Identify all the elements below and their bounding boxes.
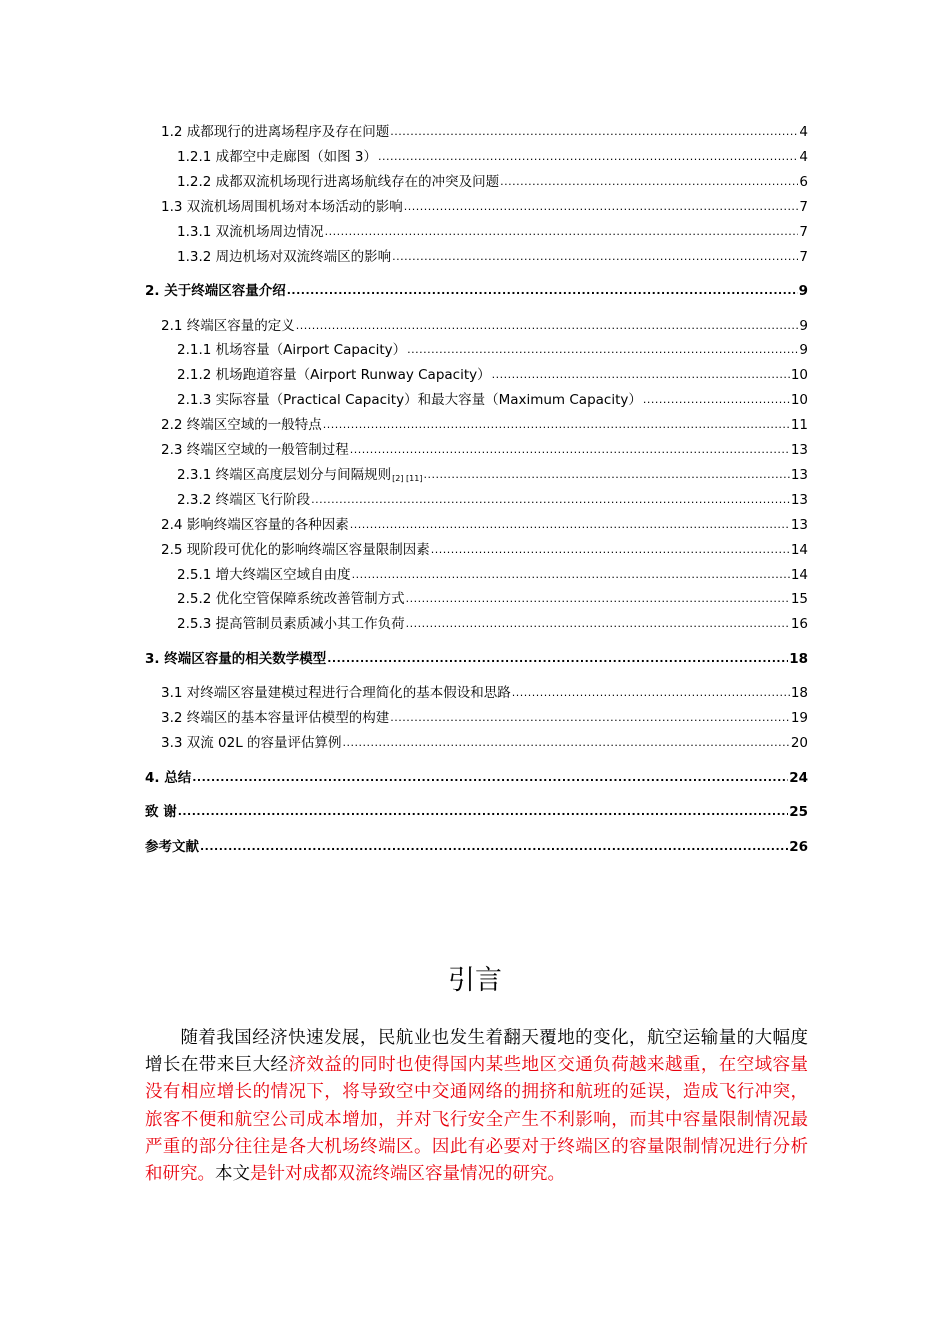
toc-entry-page: 16 — [790, 616, 808, 633]
dot-leader — [352, 567, 790, 583]
dot-leader — [343, 735, 790, 751]
toc-entry[interactable] — [145, 342, 808, 358]
toc-entry-title: 1.3 双流机场周围机场对本场活动的影响 — [161, 198, 403, 215]
toc-entry-title: 3.2 终端区的基本容量评估模型的构建 — [161, 710, 390, 727]
dot-leader — [327, 651, 788, 667]
toc-entry-page: 26 — [789, 838, 808, 855]
toc-entry-title: 2.1.1 机场容量（Airport Capacity） — [177, 342, 407, 359]
toc-entry-page: 14 — [790, 541, 808, 558]
toc-entry-title: 2.5.1 增大终端区空域自由度 — [177, 566, 351, 583]
toc-entry[interactable] — [145, 616, 808, 632]
dot-leader — [431, 542, 790, 558]
toc-entry-page: 13 — [790, 442, 808, 458]
intro-text: 随着我国经济快速发展，民航业也发生着翻天覆地的变化，航空运输量的大幅度增长在带来巨大经 — [145, 1028, 808, 1076]
toc-entry-page: 13 — [790, 491, 808, 508]
toc-entry-page: 18 — [790, 685, 808, 702]
toc-entry[interactable] — [145, 249, 808, 265]
dot-leader — [492, 367, 790, 383]
toc-entry-page: 7 — [799, 198, 808, 215]
toc-entry-title: 2.5.2 优化空管保障系统改善管制方式 — [177, 591, 405, 608]
toc-entry-page: 14 — [790, 566, 808, 583]
toc-entry-page: 10 — [790, 392, 808, 409]
dot-leader — [512, 685, 790, 701]
toc-entry-title: 2.3.1 终端区高度层划分与间隔规则 — [177, 466, 392, 483]
intro-text: 本文 — [215, 1164, 250, 1185]
toc-entry[interactable] — [145, 417, 808, 433]
toc-entry[interactable] — [145, 467, 808, 483]
toc-entry-page: 9 — [798, 283, 808, 299]
toc-entry-title: 2.5 现阶段可优化的影响终端区容量限制因素 — [161, 541, 430, 558]
toc-entry-title: 4. 总结 — [145, 769, 192, 786]
toc-entry-title: 2.1.2 机场跑道容量（Airport Runway Capacity） — [177, 367, 491, 384]
toc-entry[interactable] — [145, 492, 808, 508]
toc-entry-title: 1.2 成都现行的进离场程序及存在问题 — [161, 124, 390, 140]
toc-entry[interactable] — [145, 685, 808, 701]
toc-entry-page: 11 — [790, 417, 808, 434]
toc-entry-page: 10 — [790, 367, 808, 384]
toc-entry[interactable] — [145, 591, 808, 607]
toc-entry-title: 2.1.3 实际容量（Practical Capacity）和最大容量（Maximum Capacity） — [177, 392, 642, 409]
intro-paragraph — [145, 1025, 808, 1188]
toc-entry-page: 25 — [789, 804, 808, 821]
toc-entry-title: 2.2 终端区空域的一般特点 — [161, 417, 322, 434]
dot-leader — [296, 318, 799, 334]
toc-entry-title: 2.3 终端区空域的一般管制过程 — [161, 442, 349, 458]
toc-entry-page: 20 — [790, 735, 808, 752]
dot-leader — [404, 199, 799, 215]
toc-entry[interactable] — [145, 839, 808, 855]
toc-entry-title: 2. 关于终端区容量介绍 — [145, 283, 286, 299]
toc-entry-page: 4 — [799, 148, 808, 165]
dot-leader — [350, 517, 790, 533]
toc-entry[interactable] — [145, 392, 808, 408]
toc-entry-page: 9 — [799, 342, 808, 359]
dot-leader — [500, 174, 798, 190]
toc-entry[interactable] — [145, 367, 808, 383]
dot-leader — [323, 417, 790, 433]
toc-entry[interactable] — [145, 651, 808, 667]
toc-entry-page: 7 — [799, 248, 808, 265]
dot-leader — [390, 710, 790, 726]
toc-entry-title: 致 谢 — [145, 804, 177, 821]
dot-leader — [287, 283, 798, 299]
intro-text-highlight: 是针对成都双流终端区容量情况的研究。 — [250, 1164, 565, 1185]
toc-entry-title: 1.3.1 双流机场周边情况 — [177, 223, 324, 240]
dot-leader — [406, 616, 790, 632]
dot-leader — [392, 249, 798, 265]
dot-leader — [423, 467, 789, 483]
toc-entry[interactable] — [145, 542, 808, 558]
dot-leader — [350, 442, 790, 458]
toc-entry-page: 9 — [799, 317, 808, 334]
dot-leader — [325, 224, 799, 240]
toc-entry-title: 3.1 对终端区容量建模过程进行合理简化的基本假设和思路 — [161, 685, 511, 702]
toc-entry-page: 24 — [789, 769, 808, 786]
toc-entry[interactable] — [145, 318, 808, 334]
citation-marker: [2] [11] — [392, 473, 423, 483]
dot-leader — [200, 839, 788, 855]
toc-entry[interactable] — [145, 710, 808, 726]
toc-entry-page: 13 — [790, 516, 808, 533]
dot-leader — [390, 124, 798, 140]
toc-entry-title: 1.3.2 周边机场对双流终端区的影响 — [177, 248, 392, 265]
dot-leader — [192, 770, 788, 786]
toc-entry-title: 1.2.1 成都空中走廊图（如图 3） — [177, 148, 378, 165]
toc-entry-title: 2.5.3 提高管制员素质减小其工作负荷 — [177, 616, 405, 633]
toc-entry[interactable] — [145, 804, 808, 820]
toc-entry[interactable] — [145, 199, 808, 215]
toc-entry[interactable] — [145, 224, 808, 240]
toc-entry[interactable] — [145, 567, 808, 583]
toc-entry-title: 2.3.2 终端区飞行阶段 — [177, 491, 311, 508]
toc-entry-title: 3. 终端区容量的相关数学模型 — [145, 650, 327, 667]
toc-entry[interactable] — [145, 517, 808, 533]
dot-leader — [643, 392, 790, 408]
toc-entry[interactable] — [145, 442, 808, 458]
toc-entry-title: 3.3 双流 02L 的容量评估算例 — [161, 735, 342, 752]
toc-entry-page: 15 — [790, 591, 808, 608]
dot-leader — [378, 149, 798, 165]
toc-entry[interactable] — [145, 124, 808, 140]
toc-entry-title: 2.1 终端区容量的定义 — [161, 317, 295, 334]
dot-leader — [407, 342, 798, 358]
dot-leader — [406, 591, 790, 607]
intro-text-highlight: 济效益的同时也使得国内某些地区交通负荷越来越重，在空域容量没有相应增长的情况下，将导致空中交通网络的拥挤和航班的延误，造成飞行冲突，旅客不便和航空公司成本增加，并对飞行安全产生不利影响，而其中容量限制情况最严重的部分往往是各大机场终端区。因此有必要对于终端区的容量限制情况进行分析和研究。 — [145, 1055, 809, 1185]
toc-entry-page: 18 — [789, 650, 808, 667]
toc-entry-title: 参考文献 — [145, 838, 199, 855]
toc-entry[interactable] — [145, 149, 808, 165]
toc-entry-page: 19 — [790, 710, 808, 727]
toc-entry[interactable] — [145, 283, 808, 299]
toc-entry[interactable] — [145, 735, 808, 751]
toc-entry-title: 1.2.2 成都双流机场现行进离场航线存在的冲突及问题 — [177, 173, 500, 190]
dot-leader — [311, 492, 790, 508]
section-heading: 引言 — [448, 965, 502, 996]
toc-entry-page: 13 — [790, 466, 808, 483]
toc-entry-page: 6 — [799, 173, 808, 190]
dot-leader — [178, 804, 789, 820]
toc-entry[interactable] — [145, 174, 808, 190]
toc-entry-page: 4 — [799, 124, 808, 140]
toc-entry[interactable] — [145, 770, 808, 786]
toc-entry-page: 7 — [799, 223, 808, 240]
toc-entry-title: 2.4 影响终端区容量的各种因素 — [161, 516, 349, 533]
